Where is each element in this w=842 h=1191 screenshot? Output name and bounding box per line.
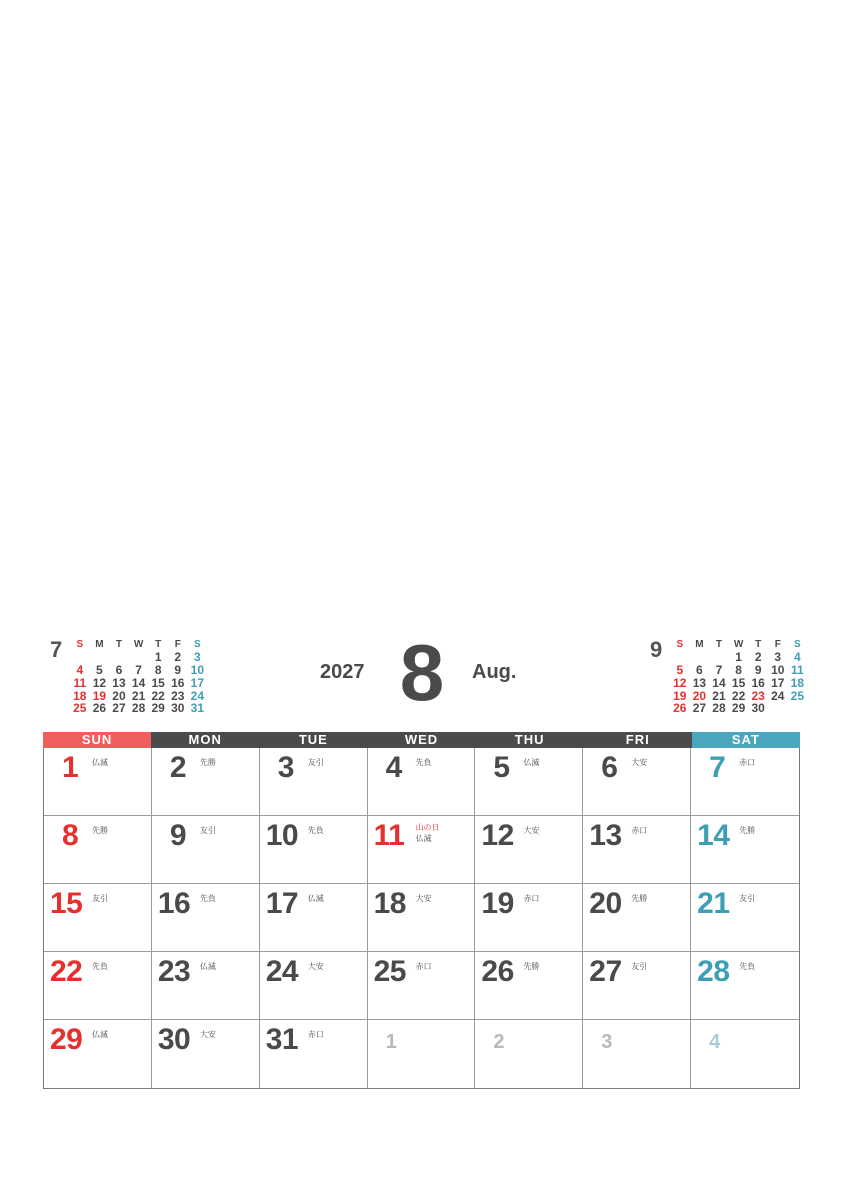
day-cell <box>368 884 476 952</box>
day-number: 2 <box>169 751 187 784</box>
rokuyo-label: 先勝 <box>523 962 540 971</box>
rokuyo-label: 赤口 <box>523 894 540 903</box>
day-cell <box>583 952 691 1020</box>
next-month-day: 28 <box>712 701 726 716</box>
day-cell <box>475 884 583 952</box>
prev-month-day: 18 <box>73 688 87 703</box>
prev-month-weekday-head: S <box>194 639 201 650</box>
weekday-sat: SAT <box>692 732 800 748</box>
next-month-day <box>709 651 729 664</box>
day-number: 5 <box>493 751 510 784</box>
next-month-day: 21 <box>712 688 726 703</box>
day-cell <box>260 748 368 816</box>
rokuyo-label: 赤口 <box>415 962 432 971</box>
weekday-sun: SUN <box>43 732 151 748</box>
rokuyo-label: 大安 <box>631 758 648 767</box>
prev-month-day: 6 <box>115 662 123 677</box>
next-month-day: 6 <box>696 662 703 677</box>
day-cell <box>583 816 691 884</box>
next-month-day <box>670 651 690 664</box>
day-number: 1 <box>62 751 79 784</box>
next-month-day <box>690 651 710 664</box>
day-number: 20 <box>589 887 622 920</box>
month-number: 8 <box>399 628 445 717</box>
next-month-day-number: 1 <box>385 1031 397 1053</box>
next-month-day: 29 <box>731 701 746 716</box>
prev-month-day: 29 <box>151 701 165 716</box>
prev-month-day <box>109 651 129 664</box>
next-month-day: 16 <box>751 675 765 690</box>
day-number: 24 <box>265 955 299 988</box>
day-number: 13 <box>589 819 622 852</box>
day-number: 14 <box>697 819 730 852</box>
next-month-weekday-head: S <box>794 639 801 650</box>
day-grid <box>43 748 800 1089</box>
prev-month-weekday-head: M <box>95 639 104 650</box>
prev-month-day: 8 <box>154 662 162 677</box>
rokuyo-label: 大安 <box>523 826 540 835</box>
prev-month-day: 17 <box>190 675 205 690</box>
holiday-label: 山の日 <box>415 823 440 832</box>
month-english: Aug. <box>472 661 517 683</box>
next-month-day-number: 2 <box>493 1031 505 1053</box>
next-month-day: 25 <box>790 688 805 703</box>
rokuyo-label: 先負 <box>199 894 216 903</box>
prev-month-weekday-head: T <box>115 639 123 650</box>
next-month-day: 3 <box>774 649 782 664</box>
next-month-day: 14 <box>712 675 726 690</box>
rokuyo-label: 大安 <box>307 962 324 971</box>
rokuyo-label: 友引 <box>739 894 756 903</box>
next-month-day: 12 <box>673 675 687 690</box>
prev-month-day: 12 <box>92 675 107 690</box>
day-cell <box>475 952 583 1020</box>
next-month-day: 18 <box>790 675 805 690</box>
day-number: 4 <box>385 751 402 784</box>
day-number: 3 <box>277 751 294 784</box>
prev-month-day: 11 <box>73 675 87 690</box>
next-month-day: 10 <box>771 662 785 677</box>
next-month-weekday-head: T <box>715 639 723 650</box>
day-cell <box>475 1020 583 1088</box>
rokuyo-label: 赤口 <box>307 1030 324 1039</box>
day-cell <box>583 884 691 952</box>
day-cell <box>152 884 260 952</box>
prev-month-day: 4 <box>76 662 84 677</box>
day-cell <box>44 816 152 884</box>
rokuyo-label: 先勝 <box>631 894 648 903</box>
rokuyo-label: 友引 <box>631 962 648 971</box>
day-cell <box>475 816 583 884</box>
prev-month-day: 16 <box>171 675 185 690</box>
day-cell <box>475 748 583 816</box>
prev-month-day: 7 <box>135 662 142 677</box>
day-cell <box>152 816 260 884</box>
prev-month-day: 25 <box>73 701 87 716</box>
prev-month-weekday-head: T <box>155 639 162 650</box>
prev-month-day: 15 <box>151 675 165 690</box>
day-number: 30 <box>157 1023 191 1056</box>
prev-month-day: 28 <box>131 701 146 716</box>
prev-month-weekday-head: S <box>76 639 84 650</box>
rokuyo-label: 友引 <box>199 826 216 835</box>
rokuyo-label: 赤口 <box>631 826 648 835</box>
prev-month-day: 24 <box>190 688 205 703</box>
next-month-day-number: 4 <box>709 1031 720 1053</box>
next-month-weekday-head: S <box>676 639 684 650</box>
next-month-day: 15 <box>731 675 746 690</box>
rokuyo-label: 先負 <box>307 826 324 835</box>
next-month-day: 20 <box>692 688 707 703</box>
day-cell <box>368 816 476 884</box>
day-number: 27 <box>589 955 622 988</box>
next-month-day <box>768 702 788 715</box>
day-cell <box>368 952 476 1020</box>
next-month-day: 30 <box>751 701 765 716</box>
day-number: 26 <box>481 955 514 988</box>
rokuyo-label: 仏滅 <box>199 962 216 971</box>
day-cell <box>368 748 476 816</box>
next-month-weekday-head: T <box>755 639 762 650</box>
next-month-day: 5 <box>676 662 684 677</box>
rokuyo-label: 仏滅 <box>307 894 324 903</box>
prev-month-day: 26 <box>92 701 107 716</box>
day-number: 25 <box>373 955 406 988</box>
prev-month-day: 9 <box>174 662 182 677</box>
next-month-grid <box>670 638 807 715</box>
next-month-day: 2 <box>754 649 762 664</box>
rokuyo-label: 仏滅 <box>415 834 432 843</box>
next-month-day: 26 <box>673 701 687 716</box>
day-cell <box>583 748 691 816</box>
day-number: 22 <box>50 955 83 988</box>
day-number: 31 <box>265 1023 299 1056</box>
next-month-weekday-head: W <box>733 639 744 650</box>
day-number: 29 <box>50 1023 83 1056</box>
day-cell <box>152 1020 260 1088</box>
prev-month-day: 1 <box>154 649 162 664</box>
rokuyo-label: 先負 <box>739 962 756 971</box>
next-month-day: 24 <box>771 688 785 703</box>
next-month-day: 1 <box>735 649 742 664</box>
day-cell <box>152 748 260 816</box>
year: 2027 <box>320 661 365 683</box>
day-number: 15 <box>50 887 83 920</box>
rokuyo-label: 友引 <box>92 894 108 903</box>
next-month-day: 13 <box>692 675 707 690</box>
day-cell <box>152 952 260 1020</box>
day-number: 11 <box>373 819 405 852</box>
next-month-day <box>788 702 808 715</box>
weekday-tue: TUE <box>259 732 367 748</box>
rokuyo-label: 仏滅 <box>92 758 108 767</box>
rokuyo-label: 先勝 <box>92 826 108 835</box>
weekday-mon: MON <box>151 732 259 748</box>
prev-month-day: 22 <box>151 688 165 703</box>
prev-month-weekday-head: F <box>174 639 181 650</box>
day-cell <box>368 1020 476 1088</box>
prev-month-day: 19 <box>92 688 107 703</box>
day-cell <box>44 952 152 1020</box>
day-number: 12 <box>481 819 514 852</box>
prev-month-day: 13 <box>112 675 126 690</box>
rokuyo-label: 仏滅 <box>92 1030 108 1039</box>
prev-month-grid <box>70 638 207 715</box>
next-month-day: 22 <box>731 688 746 703</box>
day-number: 16 <box>157 887 191 920</box>
day-cell <box>691 952 799 1020</box>
prev-month-day: 23 <box>171 688 185 703</box>
rokuyo-label: 友引 <box>307 758 324 767</box>
prev-month-day: 30 <box>171 701 185 716</box>
day-number: 8 <box>62 819 79 852</box>
day-number: 10 <box>265 819 299 852</box>
prev-month-day: 10 <box>190 662 205 677</box>
next-month-day: 23 <box>751 688 765 703</box>
day-number: 21 <box>697 887 730 920</box>
day-number: 9 <box>169 819 187 852</box>
next-month-day: 11 <box>791 662 804 677</box>
next-month-weekday-head: F <box>774 639 781 650</box>
rokuyo-label: 大安 <box>415 894 432 903</box>
day-cell <box>691 1020 799 1088</box>
day-cell <box>260 816 368 884</box>
weekday-fri: FRI <box>584 732 692 748</box>
next-month-number: 9 <box>650 637 663 662</box>
prev-month-day: 5 <box>96 662 103 677</box>
month-calendar <box>43 732 800 1090</box>
day-number: 6 <box>601 751 618 784</box>
rokuyo-label: 先勝 <box>739 826 756 835</box>
day-number: 23 <box>157 955 191 988</box>
prev-month-number: 7 <box>50 637 63 662</box>
prev-month-day <box>129 651 149 664</box>
prev-month-day: 2 <box>174 649 182 664</box>
next-month-day: 9 <box>754 662 762 677</box>
prev-month-day: 27 <box>112 701 126 716</box>
rokuyo-label: 先勝 <box>199 758 216 767</box>
prev-month-day: 20 <box>112 688 126 703</box>
day-cell <box>691 816 799 884</box>
day-number: 18 <box>373 887 406 920</box>
day-number: 19 <box>481 887 514 920</box>
rokuyo-label: 先負 <box>92 962 108 971</box>
prev-month-day: 31 <box>190 701 205 716</box>
next-month-day: 4 <box>794 649 801 664</box>
day-cell <box>44 884 152 952</box>
weekday-header <box>43 732 800 748</box>
day-cell <box>44 1020 152 1088</box>
prev-month-day: 21 <box>131 688 146 703</box>
day-number: 28 <box>697 955 730 988</box>
prev-month-day: 3 <box>194 649 201 664</box>
rokuyo-label: 赤口 <box>739 758 756 767</box>
next-month-day-number: 3 <box>601 1031 612 1053</box>
next-month-day: 17 <box>771 675 785 690</box>
next-month-day: 27 <box>692 701 707 716</box>
prev-month-day <box>70 651 90 664</box>
next-month-day: 7 <box>715 662 723 677</box>
day-cell <box>260 952 368 1020</box>
day-cell <box>260 884 368 952</box>
prev-month-day <box>90 651 110 664</box>
weekday-thu: THU <box>476 732 584 748</box>
day-number: 17 <box>265 887 299 920</box>
day-cell <box>691 748 799 816</box>
day-cell <box>44 748 152 816</box>
day-cell <box>260 1020 368 1088</box>
next-month-weekday-head: M <box>695 639 704 650</box>
next-month-day: 8 <box>735 662 742 677</box>
day-number: 7 <box>709 751 726 784</box>
prev-month-day: 14 <box>131 675 146 690</box>
next-month-day: 19 <box>673 688 687 703</box>
weekday-wed: WED <box>367 732 475 748</box>
rokuyo-label: 仏滅 <box>523 758 540 767</box>
day-cell <box>583 1020 691 1088</box>
day-cell <box>691 884 799 952</box>
rokuyo-label: 大安 <box>199 1030 216 1039</box>
prev-month-weekday-head: W <box>133 639 144 650</box>
rokuyo-label: 先負 <box>415 758 432 767</box>
